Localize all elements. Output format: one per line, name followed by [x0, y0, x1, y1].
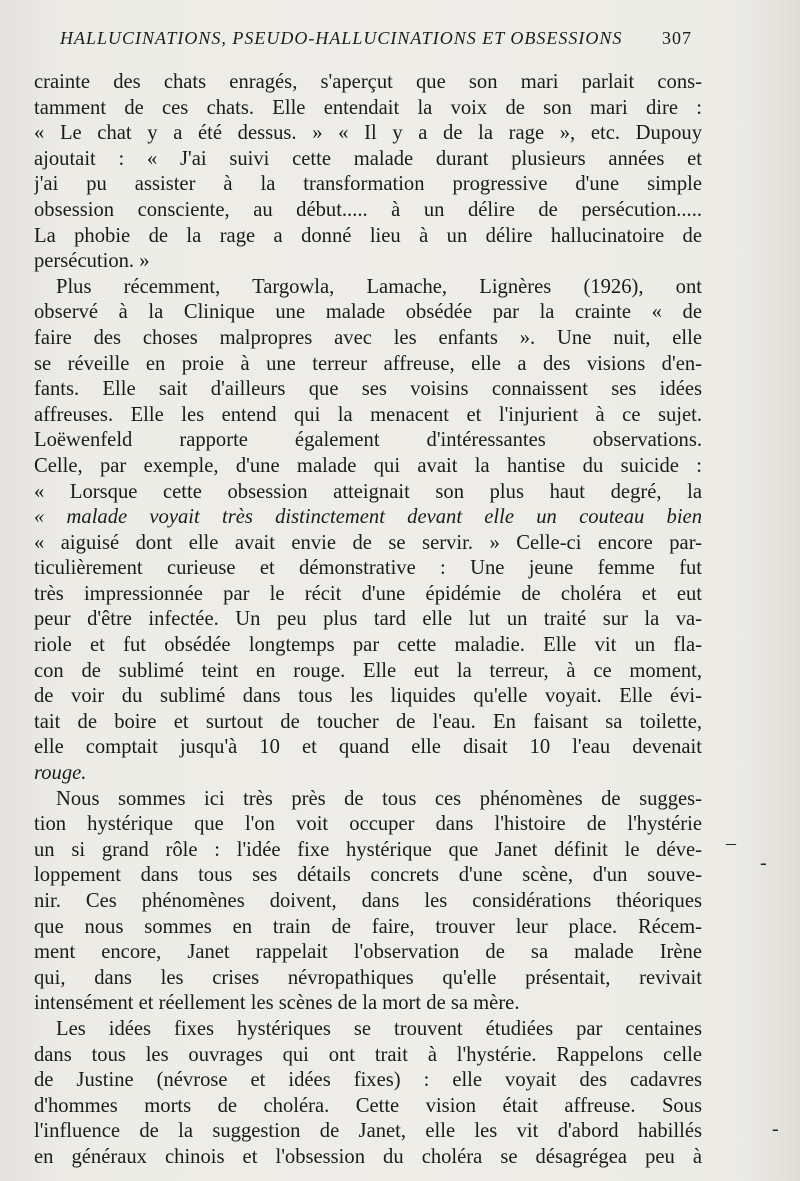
text-line: riole et fut obsédée longtemps par cette maladie. Elle vit un fla-: [34, 634, 702, 657]
text-line: faire des choses malpropres avec les enfants ». Une nuit, elle: [34, 326, 702, 349]
text-line: très impressionnée par le récit d'une épidémie de choléra et eut: [34, 582, 702, 605]
running-header: [60, 28, 700, 52]
text-line: Loëwenfeld rapporte également d'intéressantes observations.: [34, 429, 702, 452]
text-line: ajoutait : « J'ai suivi cette malade durant plusieurs années et: [34, 147, 702, 170]
text-line: dans tous les ouvrages qui ont trait à l'hystérie. Rappelons celle: [34, 1043, 702, 1066]
text-line: l'influence de la suggestion de Janet, elle les vit d'abord habillés: [34, 1120, 702, 1143]
text-line: de Justine (névrose et idées fixes) : elle voyait des cadavres: [34, 1069, 702, 1092]
text-line: d'hommes morts de choléra. Cette vision était affreuse. Sous: [34, 1094, 702, 1117]
text-line: fants. Elle sait d'ailleurs que ses voisins connaissent ses idées: [34, 378, 702, 401]
text-line: un si grand rôle : l'idée fixe hystérique que Janet définit le déve-: [34, 838, 702, 861]
text-line: en généraux chinois et l'obsession du choléra se désagrégea peu à: [34, 1145, 702, 1168]
text-line-mixed-italic: « Lorsque cette obsession atteignait son plus haut degré, la: [34, 480, 702, 503]
text-line: Nous sommes ici très près de tous ces phénomènes de sugges-: [56, 787, 702, 810]
text-line: loppement dans tous ses détails concrets d'une scène, d'un souve-: [34, 864, 702, 887]
running-header-title: HALLUCINATIONS, PSEUDO-HALLUCINATIONS ET OBSESSIONS: [60, 28, 623, 48]
text-line: obsession consciente, au début..... à un délire de persécution.....: [34, 198, 702, 221]
text-line: se réveille en proie à une terreur affreuse, elle a des visions d'en-: [34, 352, 702, 375]
paragraph-2: [34, 275, 702, 787]
text-line: affreuses. Elle les entend qui la menacent et l'injurient à ce sujet.: [34, 403, 702, 426]
text-line: ment encore, Janet rappelait l'observation de sa malade Irène: [34, 941, 702, 964]
text-line: persécution. »: [34, 250, 150, 273]
text-line: « Le chat y a été dessus. » « Il y a de la rage », etc. Dupouy: [34, 122, 702, 145]
text-line: crainte des chats enragés, s'aperçut que son mari parlait cons-: [34, 71, 702, 93]
paragraph-4: [34, 1017, 702, 1171]
text-line: tait de boire et surtout de toucher de l'eau. En faisant sa toilette,: [34, 710, 702, 733]
margin-dash-mark: –: [726, 832, 736, 854]
text-line: La phobie de la rage a donné lieu à un délire hallucinatoire de: [34, 224, 702, 247]
text-line: Les idées fixes hystériques se trouvent étudiées par centaines: [56, 1017, 702, 1040]
text-line-italic: « malade voyait très distinctement devant elle un couteau bien: [34, 506, 702, 529]
text-line: nir. Ces phénomènes doivent, dans les considérations théoriques: [34, 890, 702, 912]
text-line: peur d'être infectée. Un peu plus tard elle lut un traité sur la va-: [34, 608, 702, 631]
text-line-mixed-italic: « aiguisé dont elle avait envie de se servir. » Celle-ci encore par-: [34, 531, 702, 554]
text-line: con de sublimé teint en rouge. Elle eut la terreur, à ce moment,: [34, 659, 702, 682]
page-body: [34, 70, 702, 1171]
text-line-mixed-italic: elle comptait jusqu'à 10 et quand elle disait 10 l'eau devenait: [34, 736, 702, 759]
text-line: j'ai pu assister à la transformation progressive d'une simple: [34, 173, 702, 196]
paragraph-1: [34, 70, 702, 275]
text-line: de voir du sublimé dans tous les liquides qu'elle voyait. Elle évi-: [34, 685, 702, 708]
text-line: qui, dans les crises névropathiques qu'elle présentait, revivait: [34, 966, 702, 989]
page-number: 307: [662, 28, 692, 48]
text-line: tion hystérique que l'on voit occuper dans l'histoire de l'hystérie: [34, 813, 702, 836]
margin-dash-mark: -: [760, 852, 767, 874]
paragraph-3: [34, 787, 702, 1017]
text-line: ticulièrement curieuse et démonstrative : Une jeune femme fut: [34, 557, 702, 580]
margin-dash-mark: -: [772, 1118, 779, 1140]
text-line: Plus récemment, Targowla, Lamache, Lignères (1926), ont: [56, 275, 702, 298]
text-line: observé à la Clinique une malade obsédée par la crainte « de: [34, 301, 702, 324]
text-line: tamment de ces chats. Elle entendait la voix de son mari dire :: [34, 96, 702, 119]
text-line-italic: rouge.: [34, 762, 87, 785]
text-line: que nous sommes en train de faire, trouver leur place. Récem-: [34, 915, 702, 938]
text-line: intensément et réellement les scènes de la mort de sa mère.: [34, 992, 520, 1015]
text-line: Celle, par exemple, d'une malade qui avait la hantise du suicide :: [34, 454, 702, 477]
